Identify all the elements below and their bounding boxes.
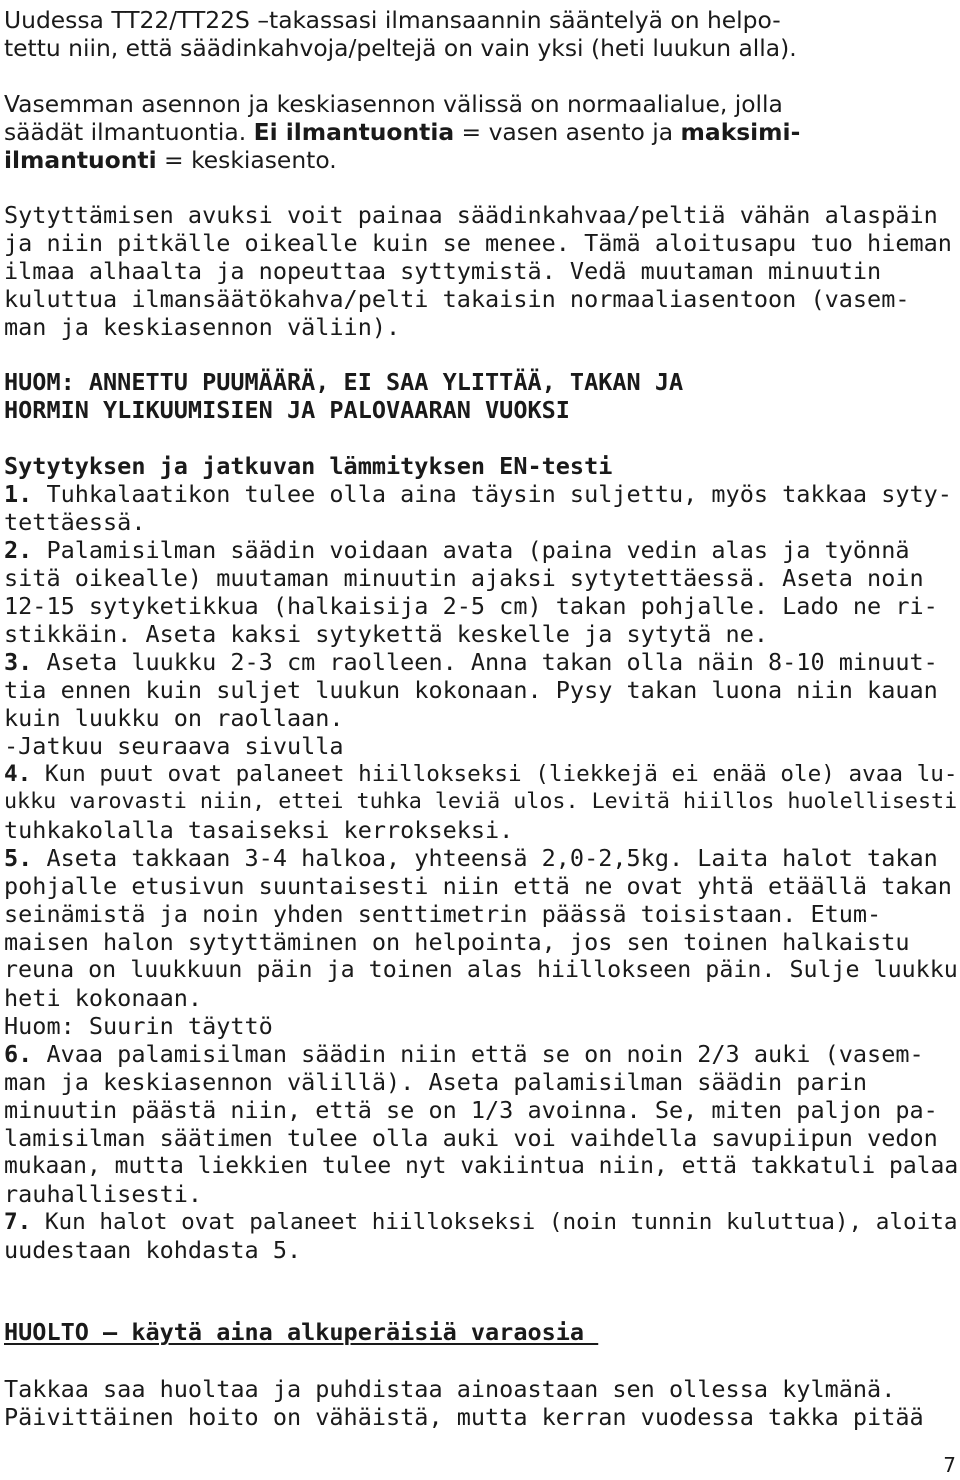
continued-note: -Jatkuu seuraava sivulla [4,732,344,760]
step-5-line-5: reuna on luukkuun päin ja toinen alas hiillokseen päin. Sulje luukku [4,956,958,983]
ignition-line-4: kuluttua ilmansäätökahva/pelti takaisin normaaliasentoon (vasem- [4,285,910,313]
ignition-line-1: Sytyttämisen avuksi voit painaa säädinkahvaa/peltiä vähän alaspäin [4,201,938,229]
step-2-line-3: 12-15 sytyketikkua (halkaisija 2-5 cm) takan pohjalle. Lado ne ri- [4,592,938,620]
step-6-line-6: rauhallisesti. [4,1180,203,1208]
ignition-line-3: ilmaa alhaalta ja nopeuttaa syttymistä. Vedä muutaman minuutin [4,257,882,285]
step-7-line-1: 7. Kun halot ovat palaneet hiillokseksi (noin tunnin kuluttua), aloita [4,1209,958,1235]
warning-line-2: HORMIN YLIKUUMISIEN JA PALOVAARAN VUOKSI [4,396,570,424]
step-5-line-4: maisen halon sytyttäminen on helpointa, jos sen toinen halkaistu [4,928,910,956]
step-6-line-2: man ja keskiasennon välillä). Aseta palamisilman säädin parin [4,1068,868,1096]
step-5-line-1: 5. Aseta takkaan 3-4 halkoa, yhteensä 2,0-2,5kg. Laita halot takan [4,844,938,872]
step-5-line-6: heti kokonaan. [4,984,203,1012]
intro-line-1: Uudessa TT22/TT22S –takassasi ilmansaannin sääntelyä on helpo- [4,6,781,34]
step-6-line-3: minuutin päästä niin, että se on 1/3 avoinna. Se, miten paljon pa- [4,1096,938,1124]
ignition-line-2: ja niin pitkälle oikealle kuin se menee. Tämä aloitusapu tuo hieman [4,229,952,257]
intro-line-3: Vasemman asennon ja keskiasennon välissä on normaalialue, jolla [4,90,783,118]
step-4-line-1: 4. Kun puut ovat palaneet hiillokseksi (liekkejä ei enää ole) avaa lu- [4,761,958,787]
step-6-line-4: lamisilman säätimen tulee olla auki voi vaihdella savupiipun vedon [4,1124,938,1152]
step-5-line-3: seinämistä ja noin yhden senttimetrin päässä toisistaan. Etum- [4,900,882,928]
maintenance-line-1: Takkaa saa huoltaa ja puhdistaa ainoastaan sen ollessa kylmänä. [4,1375,896,1403]
intro-line-2: tettu niin, että säädinkahvoja/peltejä on vain yksi (heti luukun alla). [4,34,797,62]
step-4-line-2: ukku varovasti niin, ettei tuhka leviä ulos. Levitä hiillos huolellisesti [4,789,958,814]
step-1-line-2: tettäessä. [4,508,146,536]
step-5-line-2: pohjalle etusivun suuntaisesti niin että ne ovat yhtä etäällä takan [4,872,952,900]
maintenance-line-2: Päivittäinen hoito on vähäistä, mutta kerran vuodessa takka pitää [4,1403,924,1431]
ignition-line-5: man ja keskiasennon väliin). [4,313,401,341]
step-1-line-1: 1. Tuhkalaatikon tulee olla aina täysin suljettu, myös takkaa syty- [4,480,952,508]
warning-line-1: HUOM: ANNETTU PUUMÄÄRÄ, EI SAA YLITTÄÄ, TAKAN JA [4,368,684,396]
step-3-line-2: tia ennen kuin suljet luukun kokonaan. Pysy takan luona niin kauan [4,676,938,704]
procedure-heading: Sytytyksen ja jatkuvan lämmityksen EN-testi [4,452,613,480]
max-fill-note: Huom: Suurin täyttö [4,1012,273,1040]
page-number: 7 [943,1453,956,1477]
intro-line-5: ilmantuonti = keskiasento. [4,146,337,174]
step-7-line-2: uudestaan kohdasta 5. [4,1236,302,1264]
step-3-line-3: kuin luukku on raollaan. [4,704,344,732]
step-2-line-1: 2. Palamisilman säädin voidaan avata (paina vedin alas ja työnnä [4,536,910,564]
maintenance-heading: HUOLTO – käytä aina alkuperäisiä varaosia [4,1318,599,1346]
step-6-line-5: mukaan, mutta liekkien tulee nyt vakiintua niin, että takkatuli palaa [4,1153,959,1179]
step-2-line-4: stikkäin. Aseta kaksi sytykettä keskelle ja sytytä ne. [4,620,769,648]
step-2-line-2: sitä oikealle) muutaman minuutin ajaksi sytytettäessä. Aseta noin [4,564,924,592]
step-3-line-1: 3. Aseta luukku 2-3 cm raolleen. Anna takan olla näin 8-10 minuut- [4,648,938,676]
step-6-line-1: 6. Avaa palamisilman säädin niin että se on noin 2/3 auki (vasem- [4,1040,924,1068]
step-4-line-3: tuhkakolalla tasaiseksi kerrokseksi. [4,816,514,844]
intro-line-4: säädät ilmantuontia. Ei ilmantuontia = vasen asento ja maksimi- [4,118,801,146]
